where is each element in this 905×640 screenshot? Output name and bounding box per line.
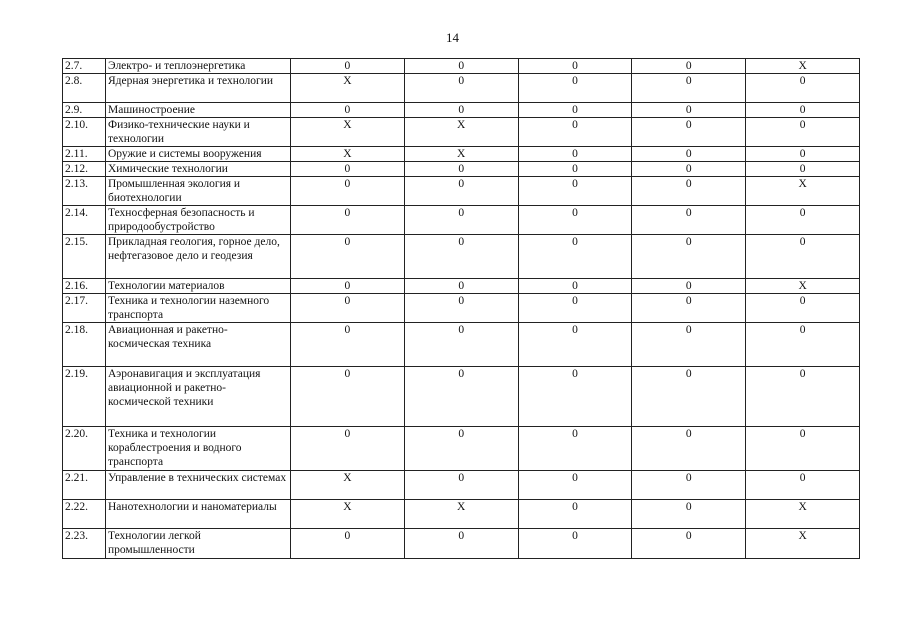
mark-cell-5: X: [746, 279, 860, 294]
mark-cell-1: X: [291, 74, 405, 103]
mark-cell-4: 0: [632, 147, 746, 162]
field-name: Промышленная экология и биотехнологии: [106, 177, 291, 206]
table-row: [63, 471, 860, 500]
mark-cell-4: 0: [632, 500, 746, 529]
table-row: [63, 59, 860, 74]
row-number: 2.19.: [63, 367, 106, 427]
table-row: [63, 118, 860, 147]
table-row: [63, 427, 860, 471]
mark-cell-3: 0: [518, 427, 632, 471]
mark-cell-4: 0: [632, 235, 746, 279]
mark-cell-1: X: [291, 500, 405, 529]
mark-cell-5: 0: [746, 147, 860, 162]
specialties-table: [62, 58, 860, 559]
mark-cell-4: 0: [632, 279, 746, 294]
table-row: [63, 162, 860, 177]
mark-cell-1: 0: [291, 235, 405, 279]
row-number: 2.9.: [63, 103, 106, 118]
table-row: [63, 323, 860, 367]
mark-cell-2: 0: [404, 427, 518, 471]
mark-cell-1: 0: [291, 206, 405, 235]
row-number: 2.18.: [63, 323, 106, 367]
mark-cell-4: 0: [632, 59, 746, 74]
mark-cell-1: 0: [291, 427, 405, 471]
mark-cell-1: 0: [291, 177, 405, 206]
mark-cell-1: 0: [291, 279, 405, 294]
mark-cell-3: 0: [518, 367, 632, 427]
mark-cell-5: 0: [746, 235, 860, 279]
mark-cell-2: 0: [404, 529, 518, 559]
field-name: Физико-технические науки и технологии: [106, 118, 291, 147]
mark-cell-4: 0: [632, 529, 746, 559]
row-number: 2.13.: [63, 177, 106, 206]
mark-cell-1: 0: [291, 529, 405, 559]
mark-cell-2: 0: [404, 74, 518, 103]
mark-cell-1: 0: [291, 294, 405, 323]
row-number: 2.8.: [63, 74, 106, 103]
mark-cell-1: 0: [291, 59, 405, 74]
row-number: 2.11.: [63, 147, 106, 162]
mark-cell-3: 0: [518, 162, 632, 177]
mark-cell-5: 0: [746, 323, 860, 367]
mark-cell-5: 0: [746, 103, 860, 118]
table-row: [63, 206, 860, 235]
mark-cell-4: 0: [632, 367, 746, 427]
field-name: Ядерная энергетика и технологии: [106, 74, 291, 103]
mark-cell-5: 0: [746, 294, 860, 323]
mark-cell-3: 0: [518, 206, 632, 235]
row-number: 2.10.: [63, 118, 106, 147]
mark-cell-4: 0: [632, 177, 746, 206]
field-name: Техносферная безопасность и природообустройство: [106, 206, 291, 235]
table-row: [63, 294, 860, 323]
table-row: [63, 279, 860, 294]
row-number: 2.15.: [63, 235, 106, 279]
mark-cell-1: 0: [291, 162, 405, 177]
mark-cell-4: 0: [632, 427, 746, 471]
mark-cell-1: 0: [291, 367, 405, 427]
row-number: 2.23.: [63, 529, 106, 559]
mark-cell-3: 0: [518, 235, 632, 279]
mark-cell-1: X: [291, 118, 405, 147]
mark-cell-2: 0: [404, 103, 518, 118]
field-name: Технологии легкой промышленности: [106, 529, 291, 559]
mark-cell-4: 0: [632, 471, 746, 500]
mark-cell-2: 0: [404, 235, 518, 279]
mark-cell-2: 0: [404, 323, 518, 367]
mark-cell-4: 0: [632, 206, 746, 235]
mark-cell-2: 0: [404, 206, 518, 235]
mark-cell-2: 0: [404, 367, 518, 427]
mark-cell-4: 0: [632, 162, 746, 177]
mark-cell-5: X: [746, 59, 860, 74]
table-row: [63, 177, 860, 206]
field-name: Технологии материалов: [106, 279, 291, 294]
mark-cell-3: 0: [518, 177, 632, 206]
mark-cell-5: X: [746, 500, 860, 529]
mark-cell-4: 0: [632, 103, 746, 118]
row-number: 2.21.: [63, 471, 106, 500]
mark-cell-1: 0: [291, 323, 405, 367]
mark-cell-2: 0: [404, 162, 518, 177]
field-name: Техника и технологии наземного транспорта: [106, 294, 291, 323]
mark-cell-5: 0: [746, 367, 860, 427]
mark-cell-3: 0: [518, 323, 632, 367]
row-number: 2.22.: [63, 500, 106, 529]
specialties-table-body: [63, 59, 860, 559]
field-name: Аэронавигация и эксплуатация авиационной и ракетно-космической техники: [106, 367, 291, 427]
mark-cell-5: 0: [746, 118, 860, 147]
row-number: 2.7.: [63, 59, 106, 74]
mark-cell-3: 0: [518, 74, 632, 103]
row-number: 2.12.: [63, 162, 106, 177]
mark-cell-2: 0: [404, 59, 518, 74]
page-number: 14: [446, 30, 459, 45]
field-name: Прикладная геология, горное дело, нефтегазовое дело и геодезия: [106, 235, 291, 279]
field-name: Химические технологии: [106, 162, 291, 177]
mark-cell-2: 0: [404, 279, 518, 294]
mark-cell-5: 0: [746, 74, 860, 103]
mark-cell-3: 0: [518, 529, 632, 559]
mark-cell-2: 0: [404, 471, 518, 500]
mark-cell-5: 0: [746, 162, 860, 177]
mark-cell-5: 0: [746, 427, 860, 471]
table-row: [63, 235, 860, 279]
mark-cell-5: X: [746, 177, 860, 206]
mark-cell-3: 0: [518, 59, 632, 74]
mark-cell-4: 0: [632, 74, 746, 103]
mark-cell-1: X: [291, 147, 405, 162]
mark-cell-2: 0: [404, 294, 518, 323]
mark-cell-2: X: [404, 118, 518, 147]
mark-cell-3: 0: [518, 118, 632, 147]
mark-cell-3: 0: [518, 471, 632, 500]
table-row: [63, 500, 860, 529]
mark-cell-3: 0: [518, 500, 632, 529]
field-name: Нанотехнологии и наноматериалы: [106, 500, 291, 529]
row-number: 2.16.: [63, 279, 106, 294]
table-row: [63, 103, 860, 118]
table-row: [63, 367, 860, 427]
field-name: Электро- и теплоэнергетика: [106, 59, 291, 74]
row-number: 2.14.: [63, 206, 106, 235]
mark-cell-4: 0: [632, 294, 746, 323]
field-name: Машиностроение: [106, 103, 291, 118]
mark-cell-5: X: [746, 529, 860, 559]
field-name: Техника и технологии кораблестроения и водного транспорта: [106, 427, 291, 471]
mark-cell-4: 0: [632, 323, 746, 367]
mark-cell-5: 0: [746, 471, 860, 500]
field-name: Управление в технических системах: [106, 471, 291, 500]
table-row: [63, 147, 860, 162]
mark-cell-1: 0: [291, 103, 405, 118]
mark-cell-3: 0: [518, 279, 632, 294]
mark-cell-5: 0: [746, 206, 860, 235]
field-name: Оружие и системы вооружения: [106, 147, 291, 162]
mark-cell-3: 0: [518, 294, 632, 323]
mark-cell-2: 0: [404, 177, 518, 206]
mark-cell-2: X: [404, 147, 518, 162]
mark-cell-4: 0: [632, 118, 746, 147]
field-name: Авиационная и ракетно-космическая техника: [106, 323, 291, 367]
mark-cell-3: 0: [518, 147, 632, 162]
table-row: [63, 529, 860, 559]
table-row: [63, 74, 860, 103]
mark-cell-1: X: [291, 471, 405, 500]
row-number: 2.17.: [63, 294, 106, 323]
row-number: 2.20.: [63, 427, 106, 471]
mark-cell-3: 0: [518, 103, 632, 118]
mark-cell-2: X: [404, 500, 518, 529]
